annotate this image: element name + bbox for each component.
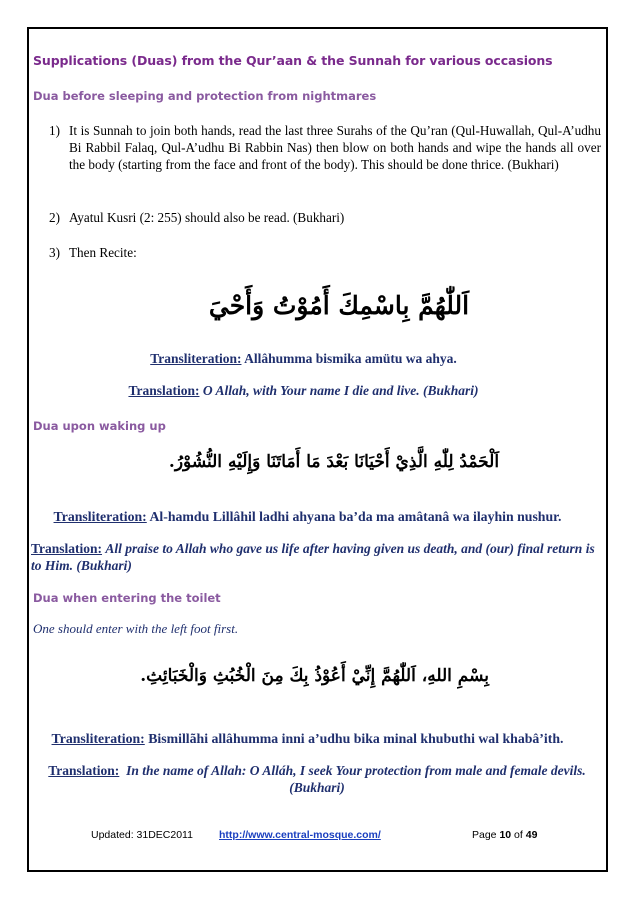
page-current: 10 xyxy=(499,829,512,841)
list-item xyxy=(49,209,601,226)
transliteration-label: Transliteration: xyxy=(51,731,145,746)
item-number: 1) xyxy=(49,123,60,138)
translation-sleeping xyxy=(15,383,592,399)
transliteration-toilet xyxy=(19,731,596,747)
translation-text: O Allah, with Your name I die and live. (Bukhari) xyxy=(199,383,479,398)
translation-text: In the name of Allah: O Alláh, I seek Your protection from male and female devils. (Bukhari) xyxy=(126,763,586,795)
list-item xyxy=(49,244,601,261)
page-total: 49 xyxy=(525,829,538,841)
transliteration-waking xyxy=(19,509,596,525)
section-heading-waking: Dua upon waking up xyxy=(33,419,166,433)
translation-text: All praise to Allah who gave us life after having given us death, and (our) final return is to Him. (Bukhari) xyxy=(31,541,595,573)
item-text: Then Recite: xyxy=(69,245,137,260)
website-link[interactable]: http://www.central-mosque.com/ xyxy=(219,829,381,841)
transliteration-sleeping xyxy=(15,351,592,367)
transliteration-label: Transliteration: xyxy=(53,509,147,524)
transliteration-label: Transliteration: xyxy=(150,351,242,366)
transliteration-text: Bismillãhi allâhumma inni a’udhu bika minal khubuthi wal khabâ’ith. xyxy=(144,731,564,746)
page-of: of xyxy=(511,829,526,841)
document-page xyxy=(27,27,608,872)
translation-label: Translation: xyxy=(48,763,120,778)
toilet-note: One should enter with the left foot first. xyxy=(33,621,239,636)
page-title: Supplications (Duas) from the Qur’aan & the Sunnah for various occasions xyxy=(33,53,553,68)
transliteration-text: Al-hamdu Lillâhil ladhi ahyana ba’da ma amâtanâ wa ilayhin nushur. xyxy=(146,509,562,524)
item-text: It is Sunnah to join both hands, read the last three Surahs of the Qu’ran (Qul-Huwallah, Qul-A’udhu Bi Rabbil Falaq, Qul-A’udhu Bi Rabbin Nas) then blow on both hands and wipe the hands all over the body (starting from the face and front of the body). This should be done thrice. (Bukhari) xyxy=(69,123,601,172)
item-number: 3) xyxy=(49,245,60,260)
section-heading-sleeping: Dua before sleeping and protection from nightmares xyxy=(33,89,377,103)
item-text: Ayatul Kusri (2: 255) should also be read. (Bukhari) xyxy=(69,210,345,225)
arabic-dua-toilet: بِسْمِ اللهِ، اَللّٰهُمَّ إِنِّيْ أَعُوْذُ بِكَ مِنَ الْخُبُثِ وَالْخَبَائِثِ. xyxy=(140,666,489,686)
translation-toilet xyxy=(37,762,597,796)
arabic-dua-waking: اَلْحَمْدُ لِلّٰهِ الَّذِيْ أَحْيَانَا بَعْدَ مَا أَمَاتَنَا وَإِلَيْهِ النُّشُوْرُ. xyxy=(168,452,500,472)
page-number xyxy=(472,829,537,841)
section-heading-toilet: Dua when entering the toilet xyxy=(33,591,221,605)
arabic-dua-sleeping: اَللّٰهُمَّ بِاسْمِكَ أَمُوْتُ وَأَحْيَ xyxy=(208,291,470,320)
translation-waking xyxy=(31,540,603,574)
updated-date: Updated: 31DEC2011 xyxy=(91,829,193,841)
list-item xyxy=(49,122,601,173)
item-number: 2) xyxy=(49,210,60,225)
transliteration-text: Allâhumma bismika amütu wa ahya. xyxy=(241,351,457,366)
translation-label: Translation: xyxy=(128,383,200,398)
translation-label: Translation: xyxy=(31,541,103,556)
page-prefix: Page xyxy=(472,829,500,841)
